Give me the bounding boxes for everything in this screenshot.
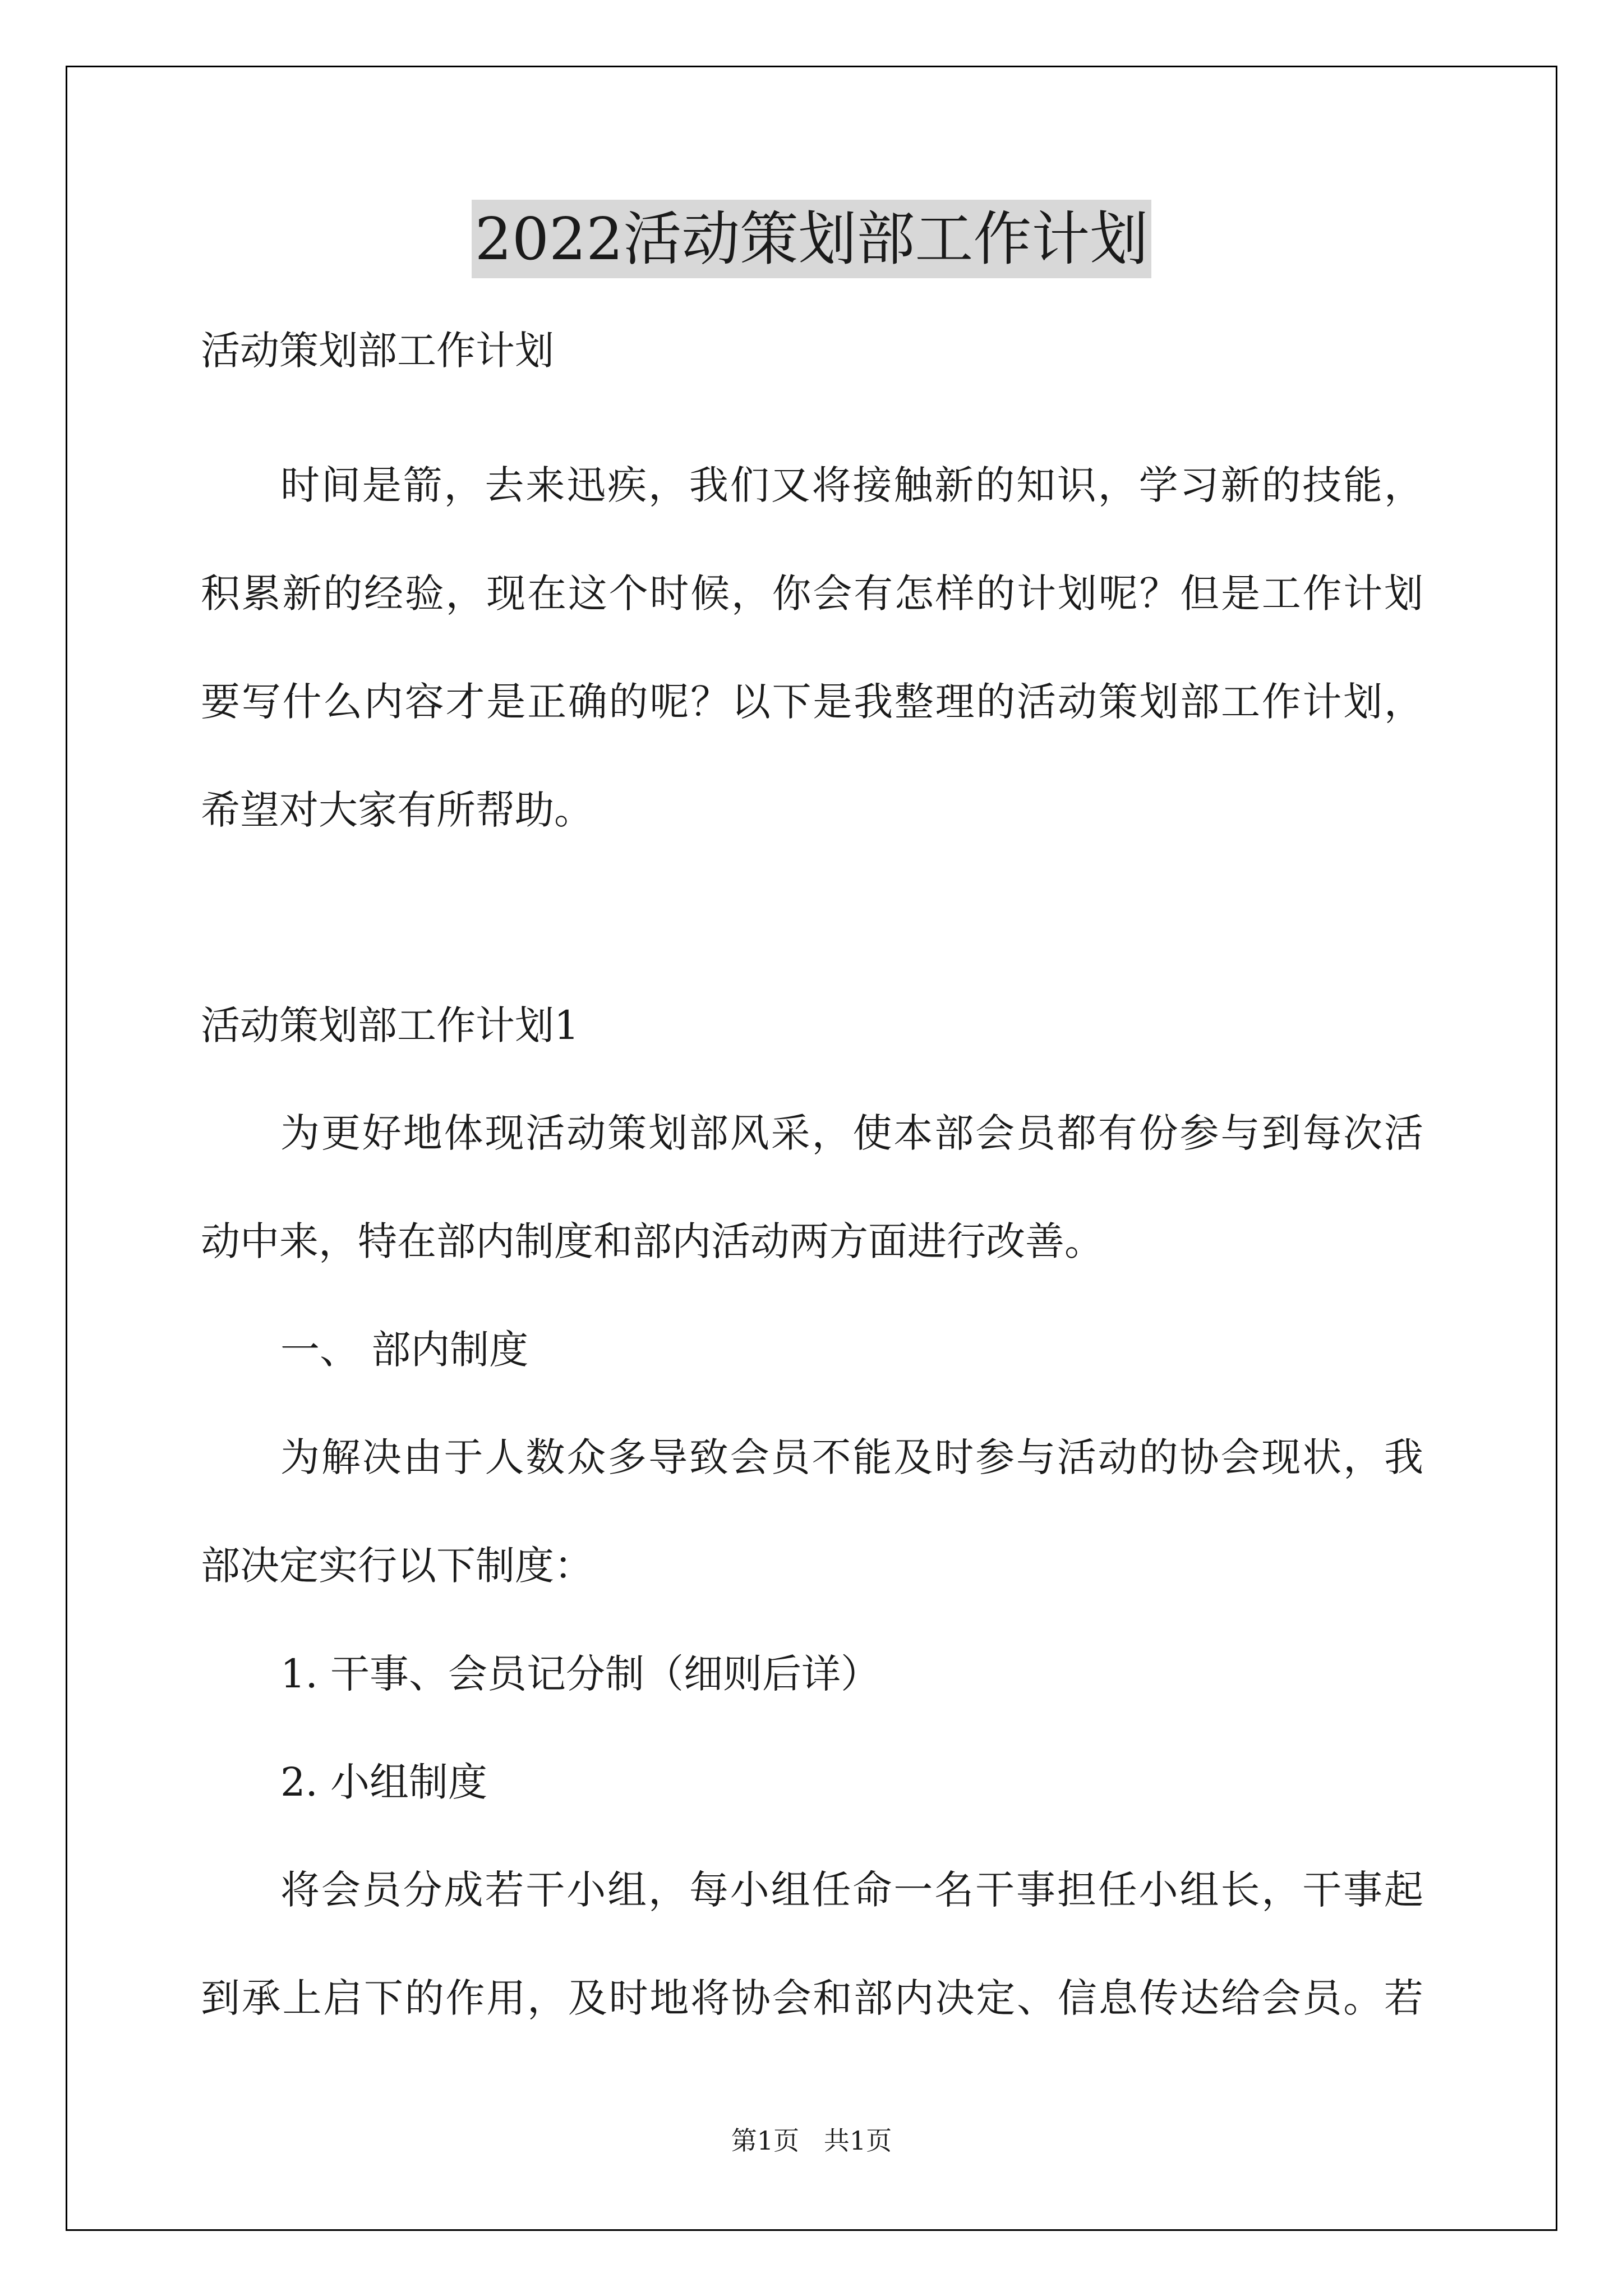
item-2-line-2: 到承上启下的作用，及时地将协会和部内决定、信息传达给会员。若 [201,1975,1423,2021]
section-heading: 活动策划部工作计划1 [201,1002,579,1048]
document-title-text: 2022活动策划部工作计划 [472,200,1152,278]
part-one-line-2: 部决定实行以下制度： [201,1543,593,1589]
list-item-1: 1. 干事、会员记分制（细则后详） [280,1651,880,1697]
page-number-footer: 第1页 共1页 [731,2125,892,2156]
section-intro-line-2: 动中来，特在部内制度和部内活动两方面进行改善。 [201,1218,1104,1264]
section-intro-line-1: 为更好地体现活动策划部风采，使本部会员都有份参与到每次活 [280,1110,1423,1156]
document-subtitle: 活动策划部工作计划 [201,328,554,374]
item-2-line-1: 将会员分成若干小组，每小组任命一名干事担任小组长，干事起 [280,1867,1423,1913]
part-one-heading: 一、 部内制度 [280,1327,529,1373]
list-item-2: 2. 小组制度 [280,1759,488,1805]
intro-line-2: 积累新的经验，现在这个时候，你会有怎样的计划呢？但是工作计划 [201,570,1423,616]
document-title [0,200,1623,278]
intro-line-4: 希望对大家有所帮助。 [201,787,593,833]
part-one-line-1: 为解决由于人数众多导致会员不能及时参与活动的协会现状，我 [280,1434,1423,1480]
intro-line-1: 时间是箭，去来迅疾，我们又将接触新的知识，学习新的技能， [280,462,1423,508]
intro-line-3: 要写什么内容才是正确的呢？以下是我整理的活动策划部工作计划， [201,679,1423,725]
